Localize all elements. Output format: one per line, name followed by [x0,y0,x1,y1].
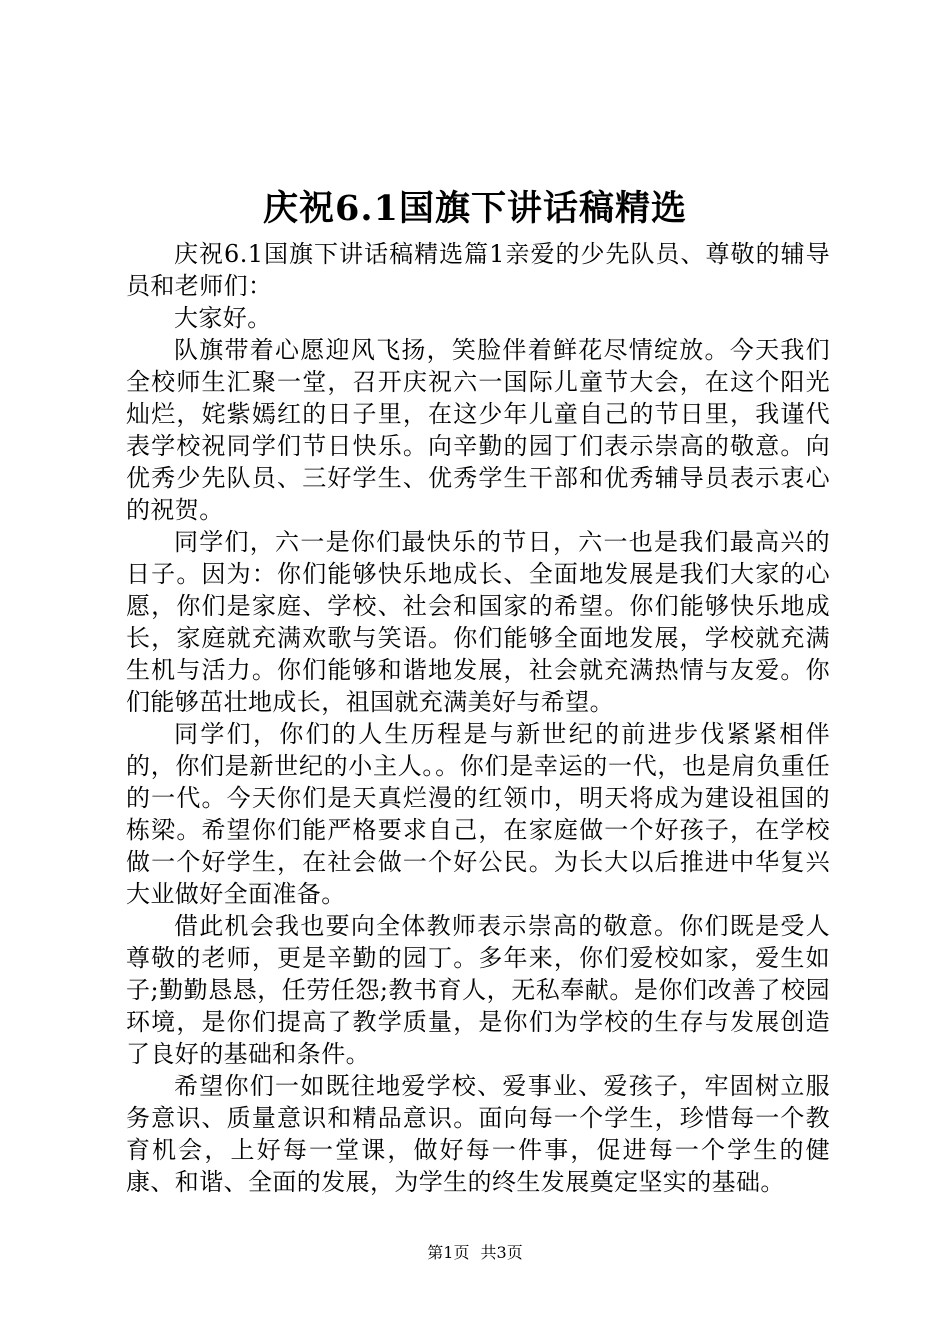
page-footer [0,1242,950,1264]
paragraph-5: 同学们，你们的人生历程是与新世纪的前进步伐紧紧相伴的，你们是新世纪的小主人。。你们是幸运的一代，也是肩负重任的一代。今天你们是天真烂漫的红领巾，明天将成为建设祖国的栋梁。希望你们能严格要求自己，在家庭做一个好孩子，在学校做一个好学生，在社会做一个好公民。为长大以后推进中华复兴大业做好全面准备。 [126,720,830,908]
paragraph-1: 庆祝6.1国旗下讲话稿精选篇1亲爱的少先队员、尊敬的辅导员和老师们： [126,240,830,300]
paragraph-6: 借此机会我也要向全体教师表示崇高的敬意。你们既是受人尊敬的老师，更是辛勤的园丁。多年来，你们爱校如家，爱生如子;勤勤恳恳，任劳任怨;教书育人，无私奉献。是你们改善了校园环境，是你们提高了教学质量，是你们为学校的生存与发展创造了良好的基础和条件。 [126,912,830,1068]
paragraph-7: 希望你们一如既往地爱学校、爱事业、爱孩子，牢固树立服务意识、质量意识和精品意识。面向每一个学生，珍惜每一个教育机会，上好每一堂课，做好每一件事，促进每一个学生的健康、和谐、全面的发展，为学生的终生发展奠定坚实的基础。 [126,1072,830,1196]
paragraph-3: 队旗带着心愿迎风飞扬，笑脸伴着鲜花尽情绽放。今天我们全校师生汇聚一堂，召开庆祝六一国际儿童节大会，在这个阳光灿烂，姹紫嫣红的日子里，在这少年儿童自己的节日里，我谨代表学校祝同学们节日快乐。向辛勤的园丁们表示崇高的敬意。向优秀少先队员、三好学生、优秀学生干部和优秀辅导员表示衷心的祝贺。 [126,336,830,524]
page-number-current: 第1页 [427,1243,470,1262]
page-number-total: 共3页 [480,1243,523,1262]
document-title: 庆祝6.1国旗下讲话稿精选 [263,188,687,229]
paragraph-2: 大家好。 [174,304,272,332]
paragraph-4: 同学们，六一是你们最快乐的节日，六一也是我们最高兴的日子。因为：你们能够快乐地成长、全面地发展是我们大家的心愿，你们是家庭、学校、社会和国家的希望。你们能够快乐地成长，家庭就充满欢歌与笑语。你们能够全面地发展，学校就充满生机与活力。你们能够和谐地发展，社会就充满热情与友爱。你们能够茁壮地成长，祖国就充满美好与希望。 [126,528,830,716]
document-body [126,238,830,1198]
